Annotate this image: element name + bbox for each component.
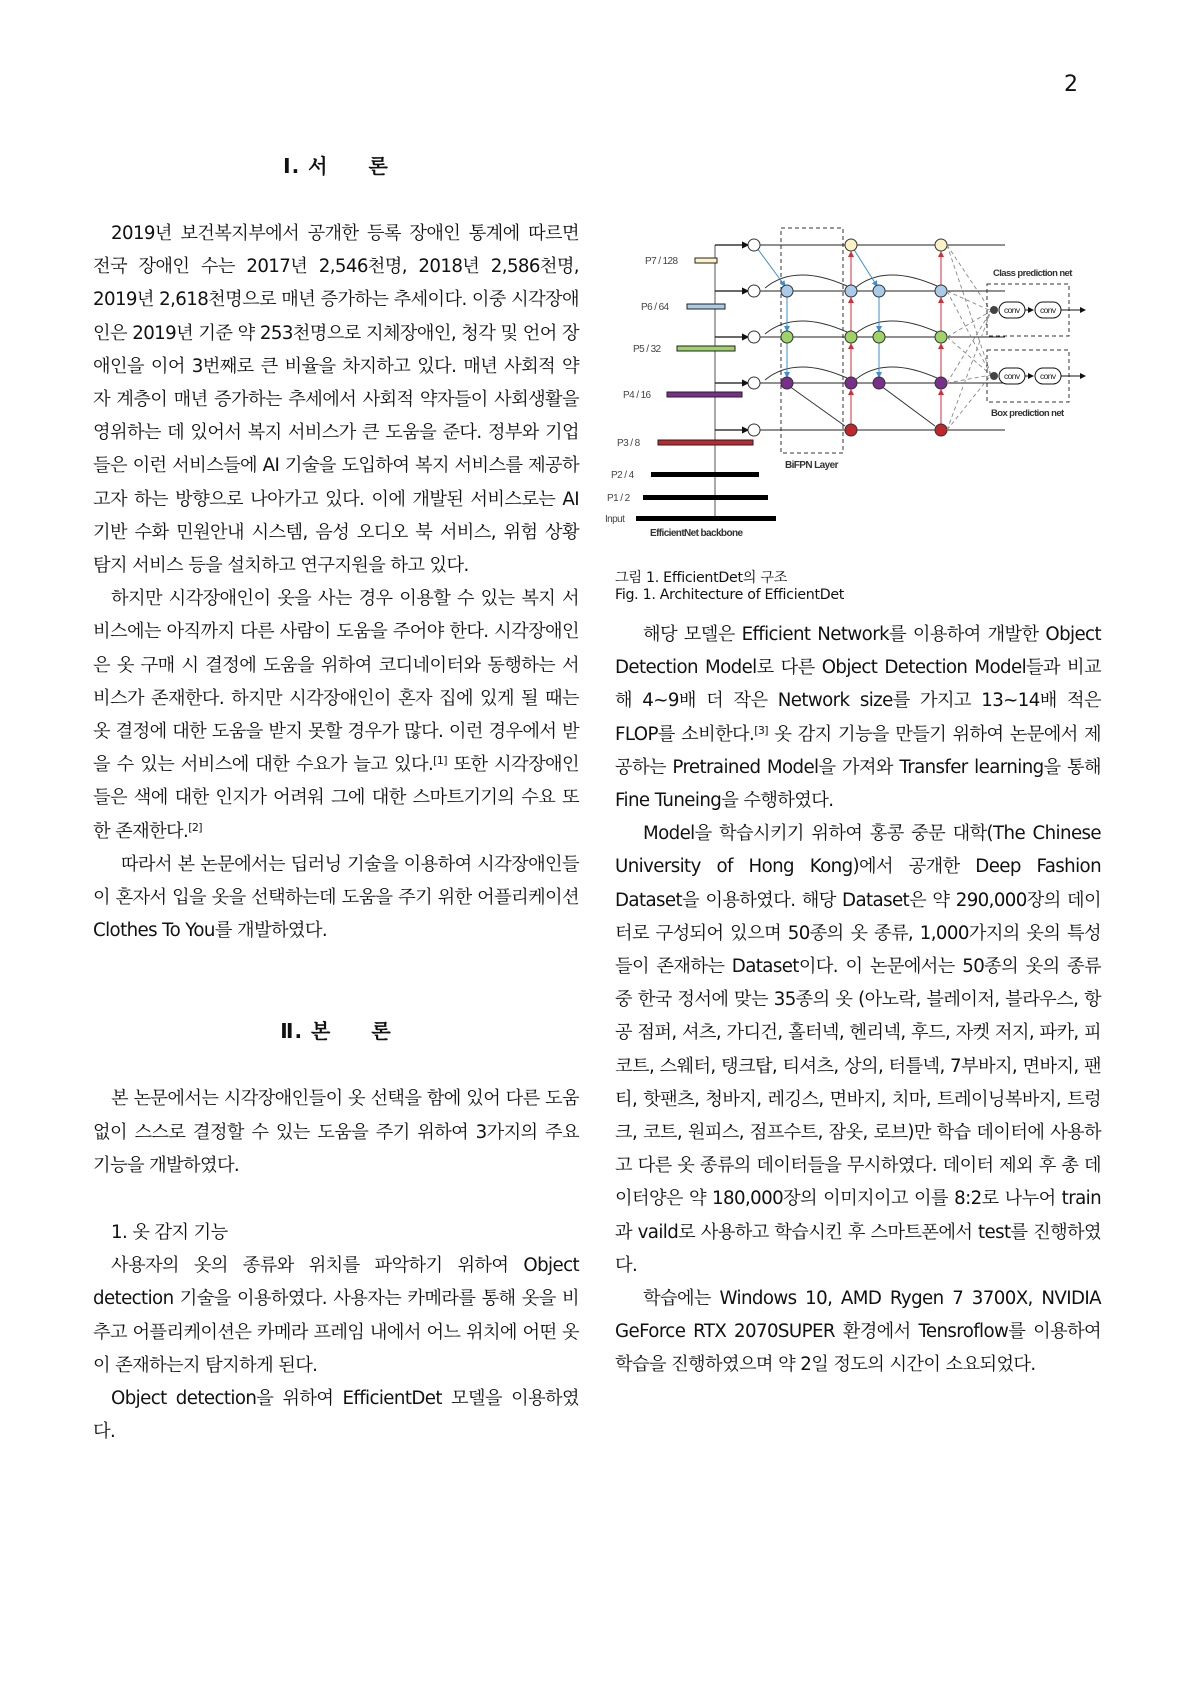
label-p4: P4 / 16 — [623, 390, 651, 401]
conv-label: conv — [1004, 305, 1020, 315]
label-p6: P6 / 64 — [641, 302, 669, 313]
paragraph: 따라서 본 논문에서는 딥러닝 기술을 이용하여 시각장애인들이 혼자서 입을 옷을 선택하는데 도움을 주기 위한 어플리케이션 Clothes To You를 개발하였다. — [93, 853, 579, 942]
label-bifpn: BiFPN Layer — [785, 460, 838, 471]
paragraph-text: 또한 시각장애인들은 색에 대한 인지가 어려워 그에 대한 스마트기기의 수요 또한 존재한다. — [93, 754, 579, 842]
label-p5: P5 / 32 — [633, 344, 661, 355]
label-p7: P7 / 128 — [645, 256, 678, 267]
caption-english: Fig. 1. Architecture of EfficientDet — [615, 587, 845, 603]
paragraph-text: 해당 모델은 Efficient Network를 이용하여 개발한 Object Detection Model로 다른 Object Detection Model들과 비교해 4~9배 더 작은 Network size를 가지고 13~14배 적은 FLOP를 소비한다. — [615, 624, 1101, 745]
conv-label: conv — [1040, 305, 1056, 315]
section-title-char: 론 — [371, 1019, 392, 1044]
conv-label: conv — [1040, 371, 1056, 381]
level-bar-p3 — [658, 440, 753, 445]
paragraph: 사용자의 옷의 종류와 위치를 파악하기 위하여 Object detection 기술을 이용하였다. 사용자는 카메라를 통해 옷을 비추고 어플리케이션은 카메라 프레임 내에서 어느 위치에 어떤 옷이 존재하는지 탐지하게 된다. — [93, 1255, 579, 1376]
level-bar-p7 — [695, 258, 717, 263]
label-p1: P1 / 2 — [607, 493, 630, 504]
backbone-levels — [636, 258, 776, 521]
efficientdet-architecture-diagram — [605, 218, 1101, 558]
page-number: 2 — [1064, 72, 1078, 97]
citation: [2] — [188, 820, 203, 834]
paragraph — [93, 582, 579, 848]
paragraph: Model을 학습시키기 위하여 홍콩 중문 대학(The Chinese University of Hong Kong)에서 공개한 Deep Fashion Dataset을 이용하였다. 해당 Dataset은 약 290,000장의 데이터로 구성되어 있으며 50종의 옷 종류, 1,000가지의 옷의 특성들이 존재하는 Dataset이다. 이 논문에서는 50종의 옷의 종류 중 한국 정서에 맞는 35종의 옷 (아노락, 블레이저, 블라우스, 항공 점퍼, 셔츠, 가디건, 홀터넥, 헨리넥, 후드, 자켓 저지, 파카, 피코트, 스웨터, 탱크탑, 티셔츠, 상의, 터틀넥, 7부바지, 면바지, 팬티, 핫팬츠, 청바지, 레깅스, 면바지, 치마, 트레이닝복바지, 트렁크, 코트, 원피스, 점프수트, 잠옷, 로브)만 학습 데이터에 사용하고 다른 옷 종류의 데이터들을 무시하였다. 데이터 제외 후 총 데이터양은 약 180,000장의 이미지이고 이를 8:2로 나누어 train과 vaild로 사용하고 학습시킨 후 스마트폰에서 test를 진행하였다. — [615, 823, 1101, 1276]
level-bar-p2 — [651, 472, 759, 477]
paragraph: Object detection을 위하여 EfficientDet 모델을 이용하였다. — [93, 1388, 579, 1443]
section-numeral: Ⅱ. — [280, 1019, 304, 1044]
label-p3: P3 / 8 — [617, 438, 640, 449]
label-p2: P2 / 4 — [611, 470, 634, 481]
label-box-net: Box prediction net — [991, 408, 1064, 419]
citation: [1] — [433, 754, 447, 768]
label-class-net: Class prediction net — [993, 268, 1072, 279]
paragraph: 본 논문에서는 시각장애인들이 옷 선택을 함에 있어 다른 도움 없이 스스로 결정할 수 있는 도움을 주기 위하여 3가지의 주요 기능을 개발하였다. — [93, 1088, 579, 1176]
right-column — [605, 218, 1101, 1382]
level-bar-p6 — [687, 304, 725, 309]
label-input: Input — [605, 514, 625, 525]
paragraph-text: 하지만 시각장애인이 옷을 사는 경우 이용할 수 있는 복지 서비스에는 아직까지 다른 사람이 도움을 주어야 한다. 시각장애인은 옷 구매 시 결정에 도움을 위하여 코디네이터와 동행하는 서비스가 존재한다. 하지만 시각장애인이 혼자 집에 있게 될 때는 옷 결정에 대한 도움을 받지 못할 경우가 많다. 이런 경우에서 받을 수 있는 서비스에 대한 수요가 늘고 있다. — [93, 588, 579, 776]
subsection-title: 1. 옷 감지 기능 — [111, 1222, 228, 1244]
level-bar-input — [636, 516, 776, 521]
label-backbone: EfficientNet backbone — [650, 528, 743, 539]
section-title-char: 본 — [311, 1019, 332, 1044]
paragraph-text: 옷 감지 기능을 만들기 위하여 논문에서 제공하는 Pretrained Model을 가져와 Transfer learning을 통해 Fine Tuneing을 수행하였다. — [615, 723, 1101, 812]
left-column — [93, 150, 579, 1449]
level-bar-p1 — [643, 495, 768, 500]
level-bar-p4 — [667, 392, 742, 397]
paragraph — [615, 618, 1101, 817]
level-bar-p5 — [677, 346, 735, 351]
figure-efficientdet — [605, 218, 1101, 558]
caption-korean: 그림 1. EfficientDet의 구조 — [615, 570, 788, 586]
section-title-char: 서 — [308, 154, 329, 178]
paragraph: 2019년 보건복지부에서 공개한 등록 장애인 통계에 따르면 전국 장애인 수는 2017년 2,546천명, 2018년 2,586천명, 2019년 2,618천명으로 매년 증가하는 추세이다. 이중 시각장애인은 2019년 기준 약 253천명으로 지체장애인, 청각 및 언어 장애인을 이어 3번째로 큰 비율을 차지하고 있다. 매년 사회적 약자 계층이 매년 증가하는 추세에서 사회적 약자들이 사회생활을 영위하는 데 있어서 복지 서비스가 큰 도움을 준다. 정부와 기업들은 이런 서비스들에 AI 기술을 도입하여 복지 서비스를 제공하고자 하는 방향으로 나아가고 있다. 이에 개발된 서비스로는 AI 기반 수화 민원안내 시스템, 음성 오디오 북 서비스, 위험 상황 탐지 서비스 등을 설치하고 연구지원을 하고 있다. — [93, 223, 579, 577]
figure-caption — [615, 570, 1101, 604]
section-title-introduction — [93, 150, 579, 183]
section-numeral: Ⅰ. — [283, 154, 301, 178]
citation: [3] — [754, 723, 769, 737]
paragraph: 학습에는 Windows 10, AMD Rygen 7 3700X, NVIDIA GeForce RTX 2070SUPER 환경에서 Tensroflow를 이용하여 학습을 진행하였으며 약 2일 정도의 시간이 소요되었다. — [615, 1288, 1101, 1376]
conv-label: conv — [1004, 371, 1020, 381]
section-title-body — [93, 1015, 579, 1048]
section-title-char: 론 — [368, 154, 389, 178]
